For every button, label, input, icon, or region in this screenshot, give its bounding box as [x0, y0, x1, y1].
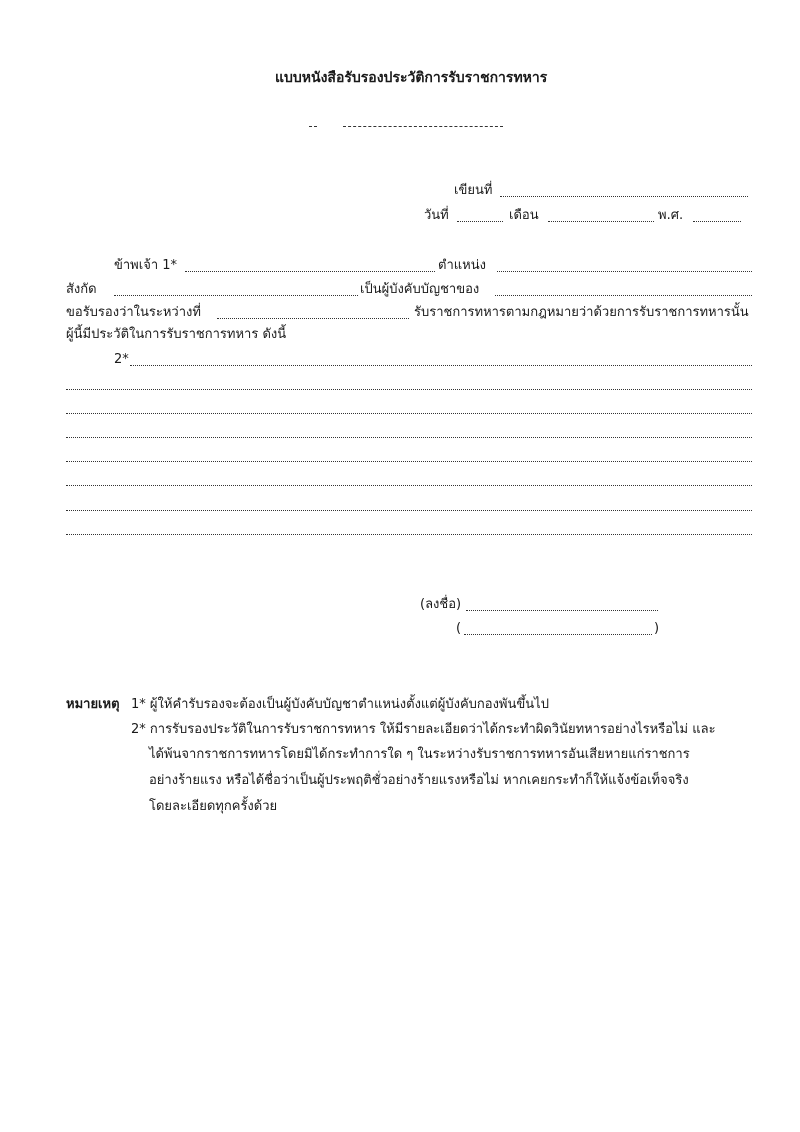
certify-label: ขอรับรองว่าในระหว่างที่	[66, 305, 201, 320]
note-2-line-3: อย่างร้ายแรง หรือได้ชื่อว่าเป็นผู้ประพฤติชั่วอย่างร้ายแรงหรือไม่ หากเคยกระทำก็ให้แจ้งข้อเท็จจริง	[149, 773, 689, 788]
subordinate-field[interactable]	[495, 295, 752, 296]
written-at-field[interactable]	[500, 196, 748, 197]
note-2-line-2: ได้พ้นจากราชการทหารโดยมิได้กระทำการใด ๆ ในระหว่างรับราชการทหารอันเสียหายแก่ราชการ	[149, 747, 690, 762]
date-year-field[interactable]	[693, 221, 741, 222]
month-label: เดือน	[509, 208, 539, 223]
note-2-line-1: 2* การรับรองประวัติในการรับราชการทหาร ให้มีรายละเอียดว่าได้กระทำผิดวินัยทหารอย่างไรหรือไม่ และ	[131, 722, 716, 737]
affiliation-label: สังกัด	[66, 282, 97, 297]
history-line[interactable]	[130, 365, 752, 366]
item-2-label: 2*	[114, 352, 129, 367]
history-line[interactable]	[66, 485, 752, 486]
printed-name-field[interactable]	[464, 634, 652, 635]
affiliation-field[interactable]	[114, 295, 358, 296]
history-line[interactable]	[66, 413, 752, 414]
during-field[interactable]	[217, 318, 409, 319]
sign-label: (ลงชื่อ)	[420, 597, 462, 612]
signature-field[interactable]	[466, 610, 658, 611]
date-label: วันที่	[424, 208, 449, 223]
title-divider	[343, 126, 503, 127]
name-field[interactable]	[185, 271, 435, 272]
history-line[interactable]	[66, 437, 752, 438]
page-title: แบบหนังสือรับรองประวัติการรับราชการทหาร	[275, 70, 548, 86]
title-divider-mark	[309, 126, 317, 127]
name-open-paren: (	[456, 621, 462, 636]
date-month-field[interactable]	[548, 221, 654, 222]
year-label: พ.ศ.	[658, 208, 684, 223]
history-text: ผู้นี้มีประวัติในการรับราชการทหาร ดังนี้	[66, 327, 287, 342]
history-line[interactable]	[66, 510, 752, 511]
note-1: 1* ผู้ให้คำรับรองจะต้องเป็นผู้บังคับบัญชาตำแหน่งตั้งแต่ผู้บังคับกองพันขึ้นไป	[131, 697, 549, 712]
date-day-field[interactable]	[457, 221, 503, 222]
history-line[interactable]	[66, 534, 752, 535]
history-line[interactable]	[66, 389, 752, 390]
position-label: ตำแหน่ง	[438, 258, 486, 273]
service-text: รับราชการทหารตามกฎหมายว่าด้วยการรับราชการทหารนั้น	[414, 305, 749, 320]
commander-label: เป็นผู้บังคับบัญชาของ	[360, 282, 480, 297]
name-close-paren: )	[654, 621, 660, 636]
written-at-label: เขียนที่	[454, 183, 493, 198]
i-label: ข้าพเจ้า 1*	[114, 258, 178, 273]
note-2-line-4: โดยละเอียดทุกครั้งด้วย	[149, 799, 278, 814]
notes-label: หมายเหตุ	[66, 697, 120, 712]
position-field[interactable]	[497, 271, 752, 272]
history-line[interactable]	[66, 461, 752, 462]
